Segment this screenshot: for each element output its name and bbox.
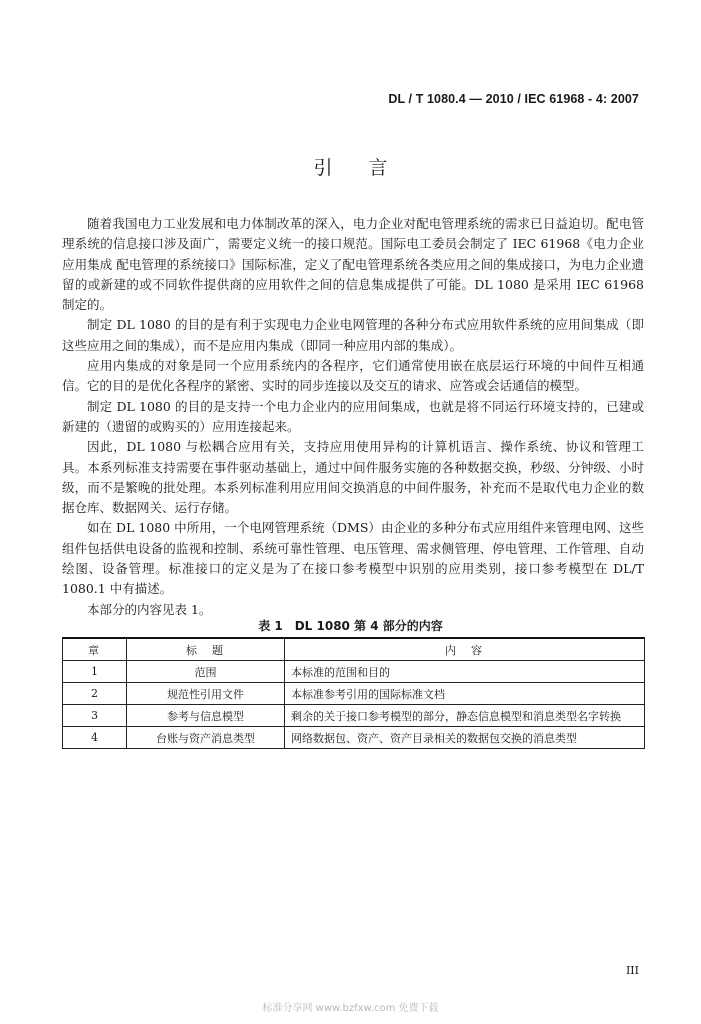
watermark: 标准分享网 www.bzfxw.com 免费下载 xyxy=(262,1003,439,1014)
table-header-row xyxy=(63,638,645,661)
body-text xyxy=(62,214,644,620)
paragraph: 本部分的内容见表 1。 xyxy=(87,601,212,617)
cell-chapter: 1 xyxy=(63,661,127,683)
cell-content: 本标准参考引用的国际标准文档 xyxy=(285,683,645,705)
cell-content: 剩余的关于接口参考模型的部分，静态信息模型和消息类型名字转换 xyxy=(285,705,645,727)
cell-content: 本标准的范围和目的 xyxy=(285,661,645,683)
table-row xyxy=(63,661,645,683)
paragraph: 因此，DL 1080 与松耦合应用有关，支持应用使用异构的计算机语言、操作系统、协议和管理工具。本系列标准支持需要在事件驱动基础上，通过中间件服务实施的各种数据交换，秒级、分钟级、小时级，而不是繁晚的批处理。本系列标准利用应用间交换消息的中间件服务，补充而不是取代电力企业的数据仓库、数据网关、运行存储。 xyxy=(62,439,644,516)
table-caption: 表 1 DL 1080 第 4 部分的内容 xyxy=(258,619,443,633)
header-content: 内 容 xyxy=(285,638,645,661)
paragraph: 如在 DL 1080 中所用，一个电网管理系统（DMS）由企业的多种分布式应用组件来管理电网、这些组件包括供电设备的监视和控制、系统可靠性管理、电压管理、需求侧管理、停电管理、工作管理、自动绘图、设备管理。标准接口的定义是为了在接口参考模型中识别的应用类别，接口参考模型在 DL/T 1080.1 中有描述。 xyxy=(62,520,644,597)
cell-title: 台账与资产消息类型 xyxy=(127,727,285,749)
cell-content: 网络数据包、资产、资产目录相关的数据包交换的消息类型 xyxy=(285,727,645,749)
standard-number: DL / T 1080.4 — 2010 / IEC 61968 - 4: 2007 xyxy=(388,92,639,106)
page-title: 引言 xyxy=(313,157,424,179)
paragraph: 应用内集成的对象是同一个应用系统内的各程序，它们通常使用嵌在底层运行环境的中间件互相通信。它的目的是优化各程序的紧密、实时的同步连接以及交互的请求、应答或会话通信的模型。 xyxy=(62,358,644,394)
cell-chapter: 4 xyxy=(63,727,127,749)
table-row xyxy=(63,705,645,727)
cell-chapter: 3 xyxy=(63,705,127,727)
table-row xyxy=(63,683,645,705)
page-number: III xyxy=(625,964,639,977)
paragraph: 随着我国电力工业发展和电力体制改革的深入，电力企业对配电管理系统的需求已日益迫切。配电管理系统的信息接口涉及面广，需要定义统一的接口规范。国际电工委员会制定了 IEC 61968《电力企业应用集成 配电管理的系统接口》国际标准，定义了配电管理系统各类应用之间的集成接口，为电力企业遗留的或新建的或不同软件提供商的应用软件之间的信息集成提供了可能。DL 1080 是采用 IEC 61968 制定的。 xyxy=(62,216,644,313)
cell-title: 范围 xyxy=(127,661,285,683)
table-row xyxy=(63,727,645,749)
contents-table xyxy=(62,637,645,749)
cell-title: 参考与信息模型 xyxy=(127,705,285,727)
cell-chapter: 2 xyxy=(63,683,127,705)
header-chapter: 章 xyxy=(63,638,127,661)
paragraph: 制定 DL 1080 的目的是支持一个电力企业内的应用间集成，也就是将不同运行环境支持的，已建或新建的（遗留的或购买的）应用连接起来。 xyxy=(62,398,644,434)
paragraph: 制定 DL 1080 的目的是有利于实现电力企业电网管理的各种分布式应用软件系统的应用间集成（即这些应用之间的集成），而不是应用内集成（即同一种应用内部的集成）。 xyxy=(62,317,644,353)
cell-title: 规范性引用文件 xyxy=(127,683,285,705)
header-title: 标 题 xyxy=(127,638,285,661)
